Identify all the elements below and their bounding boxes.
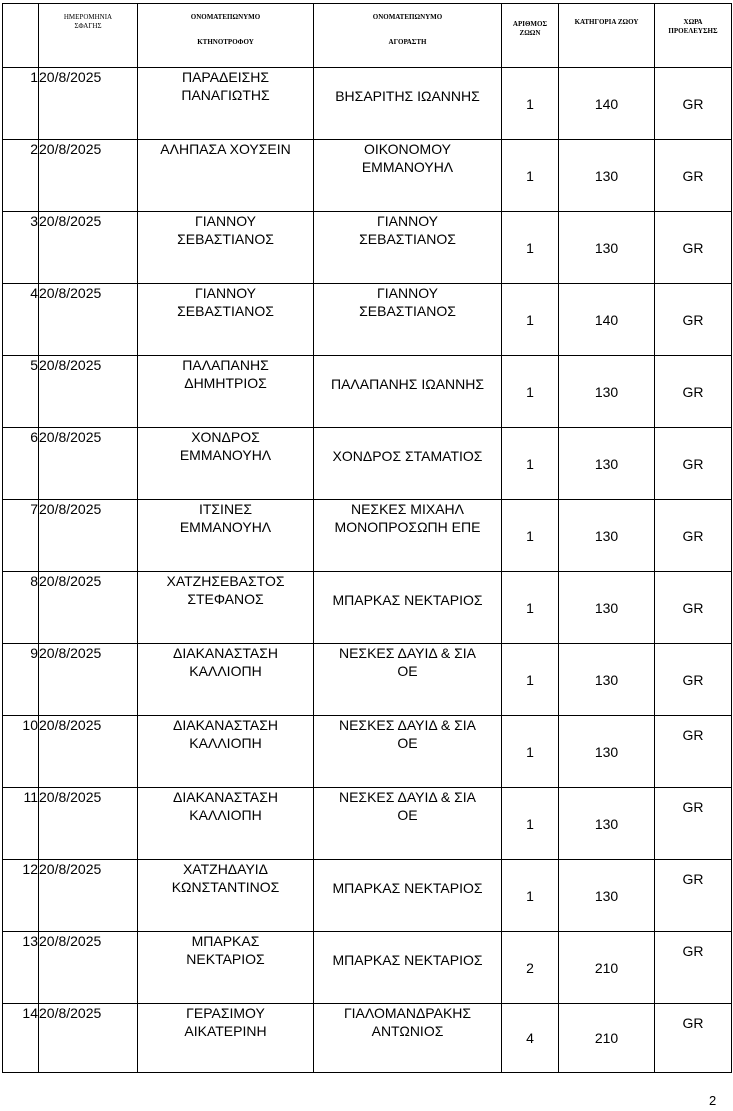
slaughter-date: 20/8/2025 xyxy=(39,1004,138,1073)
farmer-name-line: ΣΕΒΑΣΤΙΑΝΟΣ xyxy=(177,303,274,319)
row-number: 13 xyxy=(3,932,39,1004)
animal-count: 1 xyxy=(502,428,559,500)
animal-category: 130 xyxy=(559,788,655,860)
buyer-name xyxy=(314,860,502,932)
row-number: 12 xyxy=(3,860,39,932)
header-buyer: ΟΝΟΜΑΤΕΠΩΝΥΜΟ ΑΓΟΡΑΣΤΗ xyxy=(314,4,502,68)
animal-category: 130 xyxy=(559,572,655,644)
farmer-name-line: ΔΙΑΚΑΝΑΣΤΑΣΗ xyxy=(173,789,278,805)
farmer-name-line: ΣΤΕΦΑΝΟΣ xyxy=(187,591,264,607)
slaughter-date: 20/8/2025 xyxy=(39,572,138,644)
header-date: ΗΜΕΡΟΜΗΝΙΑ ΣΦΑΓΗΣ xyxy=(39,4,138,68)
farmer-name xyxy=(138,716,314,788)
farmer-name-line: ΙΤΣΙΝΕΣ xyxy=(198,501,253,517)
slaughter-date: 20/8/2025 xyxy=(39,212,138,284)
header-farmer: ΟΝΟΜΑΤΕΠΩΝΥΜΟ ΚΤΗΝΟΤΡΟΦΟΥ xyxy=(138,4,314,68)
table-row xyxy=(3,356,732,428)
animal-count: 2 xyxy=(502,932,559,1004)
table-row xyxy=(3,860,732,932)
animal-count: 1 xyxy=(502,212,559,284)
farmer-name-line: ΚΑΛΛΙΟΠΗ xyxy=(189,663,262,679)
row-number: 14 xyxy=(3,1004,39,1073)
animal-count: 1 xyxy=(502,68,559,140)
buyer-name xyxy=(314,428,502,500)
buyer-name-line: ΝΕΣΚΕΣ ΔΑΥΙΔ & ΣΙΑ xyxy=(338,789,476,805)
farmer-name xyxy=(138,284,314,356)
origin-country: GR xyxy=(655,356,732,428)
farmer-name xyxy=(138,644,314,716)
farmer-name-line: ΚΩΝΣΤΑΝΤΙΝΟΣ xyxy=(171,879,280,895)
table-row xyxy=(3,572,732,644)
buyer-name xyxy=(314,572,502,644)
buyer-name-line: ΝΕΣΚΕΣ ΔΑΥΙΔ & ΣΙΑ xyxy=(338,645,476,661)
buyer-name-line: ΓΙΑΝΝΟΥ xyxy=(377,285,438,301)
buyer-name-line: ΜΟΝΟΠΡΟΣΩΠΗ ΕΠΕ xyxy=(334,519,481,535)
buyer-name-line: ΣΕΒΑΣΤΙΑΝΟΣ xyxy=(359,231,456,247)
farmer-name xyxy=(138,572,314,644)
farmer-name xyxy=(138,860,314,932)
farmer-name-line: ΔΙΑΚΑΝΑΣΤΑΣΗ xyxy=(173,645,278,661)
buyer-name xyxy=(314,1004,502,1073)
row-number: 2 xyxy=(3,140,39,212)
farmer-name-line: ΧΟΝΔΡΟΣ xyxy=(191,429,260,445)
slaughter-date: 20/8/2025 xyxy=(39,788,138,860)
farmer-name-line: ΑΙΚΑΤΕΡΙΝΗ xyxy=(184,1023,267,1039)
buyer-name-line: ΟΕ xyxy=(397,807,418,823)
buyer-name-line: ΓΙΑΝΝΟΥ xyxy=(377,213,438,229)
table-row xyxy=(3,284,732,356)
animal-category: 130 xyxy=(559,212,655,284)
farmer-name-line: ΠΑΛΑΠΑΝΗΣ xyxy=(182,357,269,373)
row-number: 8 xyxy=(3,572,39,644)
animal-category: 130 xyxy=(559,356,655,428)
buyer-name xyxy=(314,716,502,788)
farmer-name-line: ΚΑΛΛΙΟΠΗ xyxy=(189,807,262,823)
origin-country: GR xyxy=(655,68,732,140)
slaughter-date: 20/8/2025 xyxy=(39,644,138,716)
header-index xyxy=(3,4,39,68)
slaughter-date: 20/8/2025 xyxy=(39,356,138,428)
animal-category: 130 xyxy=(559,860,655,932)
buyer-name-line: ΓΙΑΛΟΜΑΝΔΡΑΚΗΣ xyxy=(343,1005,472,1021)
buyer-name-line: ΒΗΣΑΡΙΤΗΣ ΙΩΑΝΝΗΣ xyxy=(335,88,480,104)
farmer-name-line: ΝΕΚΤΑΡΙΟΣ xyxy=(186,951,265,967)
buyer-name-line: ΑΝΤΩΝΙΟΣ xyxy=(371,1023,444,1039)
buyer-name xyxy=(314,284,502,356)
farmer-name-line: ΚΑΛΛΙΟΠΗ xyxy=(189,735,262,751)
row-number: 1 xyxy=(3,68,39,140)
origin-country: GR xyxy=(655,500,732,572)
header-count: ΑΡΙΘΜΟΣ ΖΩΩΝ xyxy=(502,4,559,68)
animal-category: 130 xyxy=(559,716,655,788)
farmer-name xyxy=(138,788,314,860)
animal-category: 140 xyxy=(559,68,655,140)
buyer-name-line: ΝΕΣΚΕΣ ΔΑΥΙΔ & ΣΙΑ xyxy=(338,717,476,733)
row-number: 4 xyxy=(3,284,39,356)
origin-country: GR xyxy=(655,212,732,284)
slaughter-records-table xyxy=(2,3,732,1073)
animal-count: 1 xyxy=(502,572,559,644)
origin-country: GR xyxy=(655,572,732,644)
buyer-name-line: ΣΕΒΑΣΤΙΑΝΟΣ xyxy=(359,303,456,319)
buyer-name xyxy=(314,500,502,572)
buyer-name xyxy=(314,932,502,1004)
table-row xyxy=(3,500,732,572)
row-number: 5 xyxy=(3,356,39,428)
farmer-name xyxy=(138,932,314,1004)
farmer-name xyxy=(138,428,314,500)
animal-count: 1 xyxy=(502,356,559,428)
table-row xyxy=(3,212,732,284)
table-row xyxy=(3,140,732,212)
slaughter-date: 20/8/2025 xyxy=(39,716,138,788)
origin-country: GR xyxy=(655,716,732,788)
buyer-name-line: ΜΠΑΡΚΑΣ ΝΕΚΤΑΡΙΟΣ xyxy=(332,880,483,896)
animal-count: 1 xyxy=(502,788,559,860)
farmer-name xyxy=(138,500,314,572)
table-row xyxy=(3,644,732,716)
animal-category: 210 xyxy=(559,932,655,1004)
slaughter-date: 20/8/2025 xyxy=(39,68,138,140)
buyer-name xyxy=(314,68,502,140)
row-number: 7 xyxy=(3,500,39,572)
animal-count: 1 xyxy=(502,860,559,932)
buyer-name-line: ΜΠΑΡΚΑΣ ΝΕΚΤΑΡΙΟΣ xyxy=(332,592,483,608)
animal-count: 1 xyxy=(502,500,559,572)
farmer-name-line: ΧΑΤΖΗΔΑΥΙΔ xyxy=(182,861,269,877)
slaughter-date: 20/8/2025 xyxy=(39,284,138,356)
animal-category: 140 xyxy=(559,284,655,356)
farmer-name xyxy=(138,212,314,284)
slaughter-date: 20/8/2025 xyxy=(39,932,138,1004)
table-row xyxy=(3,68,732,140)
buyer-name xyxy=(314,140,502,212)
buyer-name-line: ΟΕ xyxy=(397,735,418,751)
farmer-name-line: ΓΙΑΝΝΟΥ xyxy=(195,285,256,301)
farmer-name-line: ΑΛΗΠΑΣΑ ΧΟΥΣΕΙΝ xyxy=(160,141,291,157)
slaughter-date: 20/8/2025 xyxy=(39,860,138,932)
animal-category: 130 xyxy=(559,428,655,500)
page-number: 2 xyxy=(709,1093,717,1108)
farmer-name-line: ΠΑΡΑΔΕΙΣΗΣ xyxy=(181,69,270,85)
origin-country: GR xyxy=(655,140,732,212)
buyer-name-line: ΧΟΝΔΡΟΣ ΣΤΑΜΑΤΙΟΣ xyxy=(332,448,483,464)
slaughter-date: 20/8/2025 xyxy=(39,428,138,500)
header-row xyxy=(3,4,732,68)
animal-count: 4 xyxy=(502,1004,559,1073)
farmer-name-line: ΣΕΒΑΣΤΙΑΝΟΣ xyxy=(177,231,274,247)
origin-country: GR xyxy=(655,428,732,500)
animal-count: 1 xyxy=(502,284,559,356)
farmer-name-line: ΠΑΝΑΓΙΩΤΗΣ xyxy=(181,87,270,103)
origin-country: GR xyxy=(655,788,732,860)
row-number: 11 xyxy=(3,788,39,860)
table-row xyxy=(3,428,732,500)
row-number: 6 xyxy=(3,428,39,500)
farmer-name xyxy=(138,1004,314,1073)
buyer-name-line: ΠΑΛΑΠΑΝΗΣ ΙΩΑΝΝΗΣ xyxy=(330,376,485,392)
origin-country: GR xyxy=(655,932,732,1004)
farmer-name xyxy=(138,140,314,212)
animal-count: 1 xyxy=(502,644,559,716)
table-row xyxy=(3,932,732,1004)
origin-country: GR xyxy=(655,1004,732,1073)
table-row xyxy=(3,1004,732,1073)
buyer-name-line: ΕΜΜΑΝΟΥΗΛ xyxy=(361,159,454,175)
animal-category: 130 xyxy=(559,140,655,212)
origin-country: GR xyxy=(655,284,732,356)
table-row xyxy=(3,716,732,788)
origin-country: GR xyxy=(655,860,732,932)
farmer-name-line: ΓΕΡΑΣΙΜΟΥ xyxy=(186,1005,265,1021)
buyer-name xyxy=(314,356,502,428)
buyer-name xyxy=(314,212,502,284)
buyer-name xyxy=(314,644,502,716)
farmer-name-line: ΔΗΜΗΤΡΙΟΣ xyxy=(184,375,267,391)
animal-category: 130 xyxy=(559,500,655,572)
farmer-name-line: ΜΠΑΡΚΑΣ xyxy=(191,933,260,949)
slaughter-date: 20/8/2025 xyxy=(39,500,138,572)
animal-category: 210 xyxy=(559,1004,655,1073)
animal-count: 1 xyxy=(502,140,559,212)
farmer-name xyxy=(138,68,314,140)
table-body xyxy=(3,68,732,1073)
row-number: 3 xyxy=(3,212,39,284)
row-number: 10 xyxy=(3,716,39,788)
header-country: ΧΩΡΑ ΠΡΟΕΛΕΥΣΗΣ xyxy=(655,4,732,68)
buyer-name-line: ΜΠΑΡΚΑΣ ΝΕΚΤΑΡΙΟΣ xyxy=(332,952,483,968)
farmer-name-line: ΔΙΑΚΑΝΑΣΤΑΣΗ xyxy=(173,717,278,733)
farmer-name-line: ΕΜΜΑΝΟΥΗΛ xyxy=(179,519,272,535)
animal-count: 1 xyxy=(502,716,559,788)
origin-country: GR xyxy=(655,644,732,716)
table-row xyxy=(3,788,732,860)
buyer-name xyxy=(314,788,502,860)
buyer-name-line: ΟΕ xyxy=(397,663,418,679)
row-number: 9 xyxy=(3,644,39,716)
buyer-name-line: ΝΕΣΚΕΣ ΜΙΧΑΗΛ xyxy=(350,501,464,517)
farmer-name-line: ΧΑΤΖΗΣΕΒΑΣΤΟΣ xyxy=(166,573,285,589)
header-category: ΚΑΤΗΓΟΡΙΑ ΖΩΟΥ xyxy=(559,4,655,68)
farmer-name-line: ΓΙΑΝΝΟΥ xyxy=(195,213,256,229)
farmer-name-line: ΕΜΜΑΝΟΥΗΛ xyxy=(179,447,272,463)
slaughter-date: 20/8/2025 xyxy=(39,140,138,212)
animal-category: 130 xyxy=(559,644,655,716)
buyer-name-line: ΟΙΚΟΝΟΜΟΥ xyxy=(363,141,451,157)
farmer-name xyxy=(138,356,314,428)
